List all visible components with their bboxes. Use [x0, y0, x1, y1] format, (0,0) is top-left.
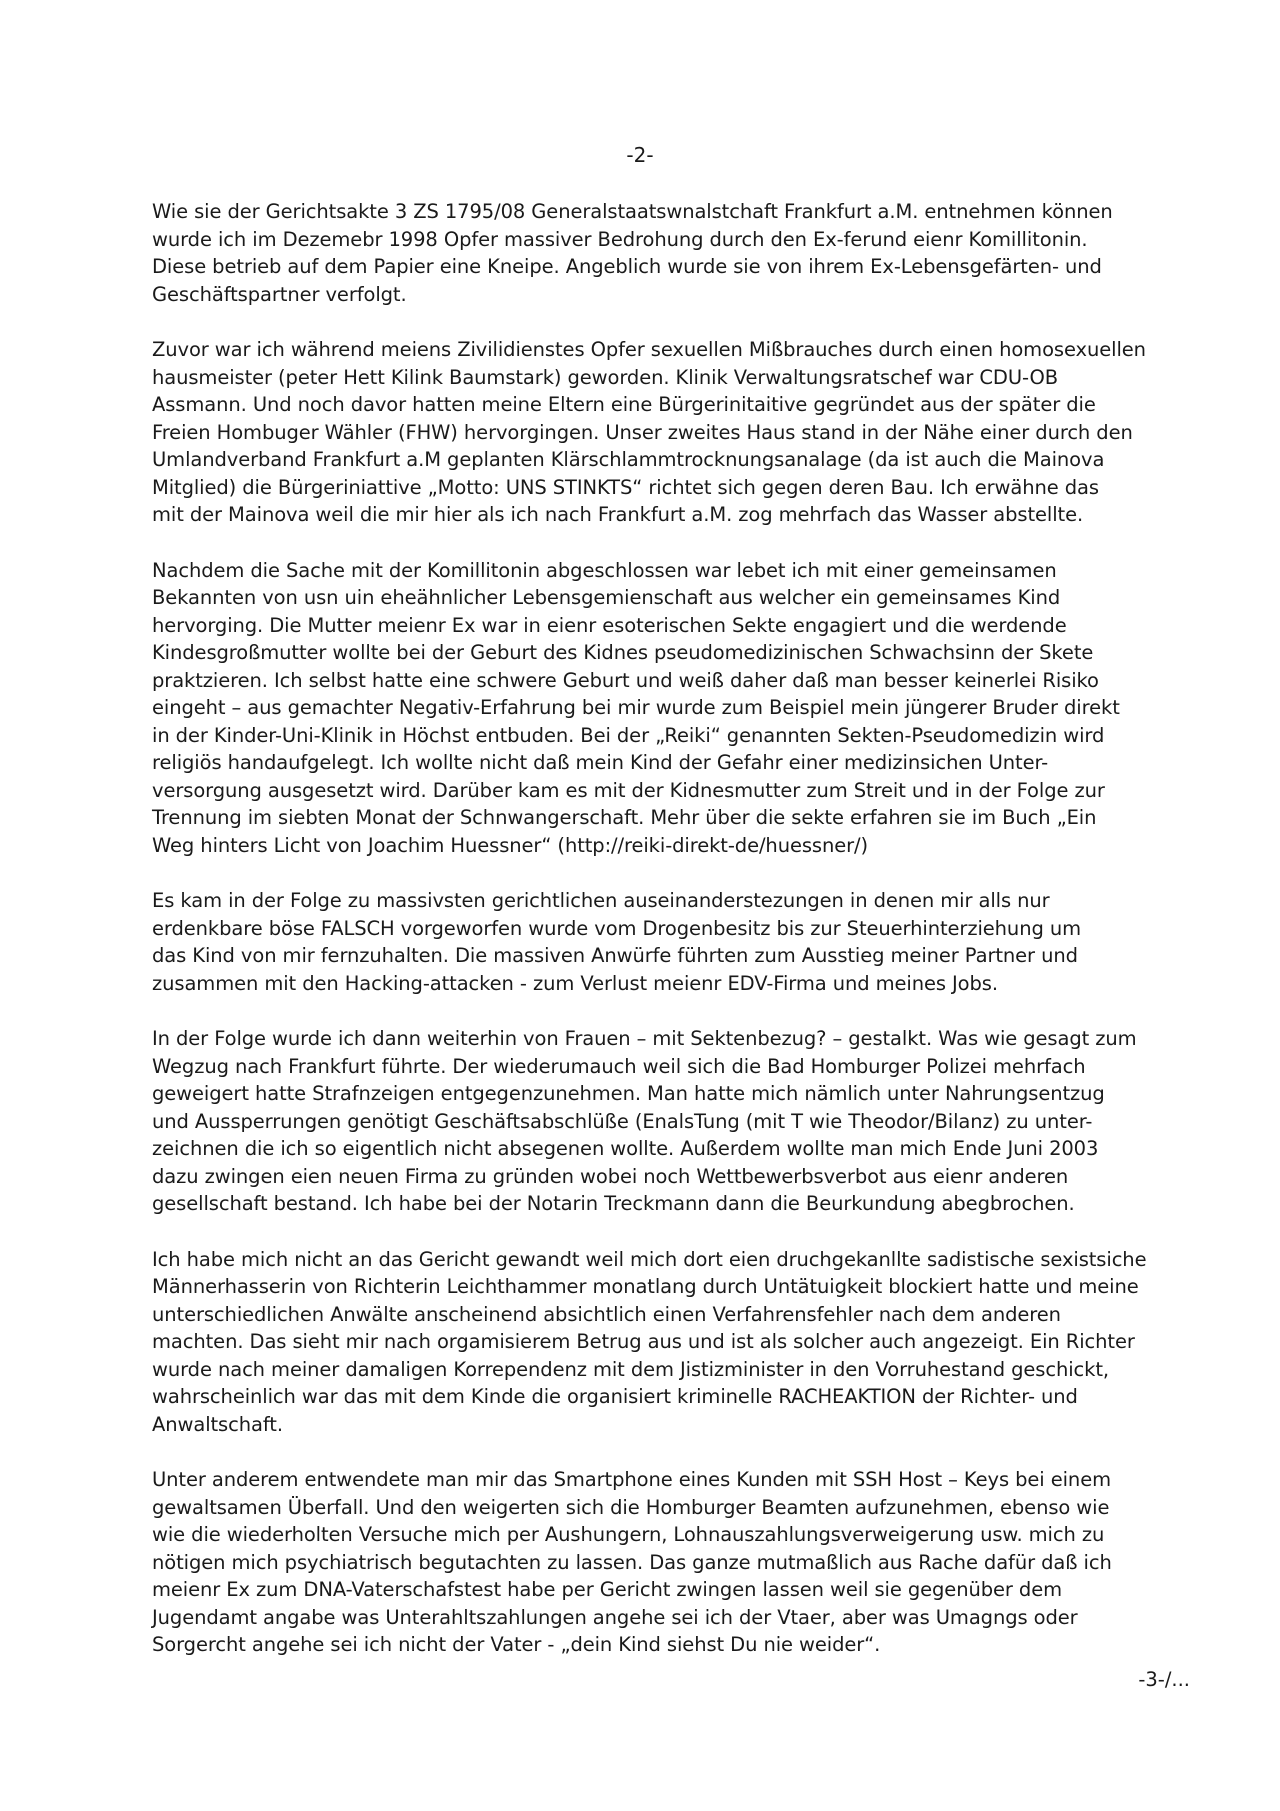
text-line: Geschäftspartner verfolgt.: [152, 282, 407, 306]
text-line: Nachdem die Sache mit der Komillitonin abgeschlossen war lebet ich mit einer gemeinsamen: [152, 558, 1057, 582]
text-line: das Kind von mir fernzuhalten. Die massiven Anwürfe führten zum Ausstieg meiner Partner und: [152, 944, 1078, 967]
paragraph: [152, 198, 1152, 308]
text-line: wurde ich im Dezemebr 1998 Opfer massiver Bedrohung durch den Ex-ferund eienr Komillitonin.: [152, 227, 1088, 251]
paragraph: [152, 1246, 1152, 1439]
text-line: meienr Ex zum DNA-Vaterschafstest habe per Gericht zwingen lassen weil sie gegenüber dem: [152, 1578, 1062, 1601]
text-line: Ich habe mich nicht an das Gericht gewandt weil mich dort eien druchgekanllte sadistische sexistsiche: [152, 1247, 1147, 1271]
text-line: Wegzug nach Frankfurt führte. Der wiederumauch weil sich die Bad Homburger Polizei mehrfach: [152, 1054, 1086, 1078]
text-line: Trennung im siebten Monat der Schnwangerschaft. Mehr über die sekte erfahren sie im Buch „Ein: [152, 806, 1097, 829]
text-line: wahrscheinlich war das mit dem Kinde die organisiert kriminelle RACHEAKTION der Richter- und: [152, 1385, 1078, 1408]
text-line: Diese betrieb auf dem Papier eine Kneipe. Angeblich wurde sie von ihrem Ex-Lebensgefärten- und: [152, 255, 1102, 278]
text-line: Anwaltschaft.: [152, 1412, 283, 1436]
text-line: hervorging. Die Mutter meienr Ex war in eienr esoterischen Sekte engagiert und die werdende: [152, 613, 1067, 637]
text-line: und Aussperrungen genötigt Geschäftsabschlüße (EnalsTung (mit T wie Theodor/Bilanz) zu unter-: [152, 1109, 1093, 1133]
text-line: zusammen mit den Hacking-attacken - zum Verlust meienr EDV-Firma und meines Jobs.: [152, 971, 998, 995]
text-line: Bekannten von usn uin eheähnlicher Lebensgemienschaft aus welcher ein gemeinsames Kind: [152, 586, 1061, 609]
text-line: wie die wiederholten Versuche mich per Aushungern, Lohnauszahlungsverweigerung usw. mich zu: [152, 1523, 1105, 1546]
text-line: wurde nach meiner damaligen Korrependenz mit dem Jistizminister in den Vorruhestand geschickt,: [152, 1357, 1109, 1381]
text-line: In der Folge wurde ich dann weiterhin von Frauen – mit Sektenbezug? – gestalkt. Was wie gesagt zum: [152, 1027, 1137, 1050]
text-line: dazu zwingen eien neuen Firma zu gründen wobei noch Wettbewerbsverbot aus eienr anderen: [152, 1164, 1069, 1188]
text-line: Freien Hombuger Wähler (FHW) hervorgingen. Unser zweites Haus stand in der Nähe einer durch den: [152, 420, 1133, 444]
text-line: unterschiedlichen Anwälte anscheinend absichtlich einen Verfahrensfehler nach dem anderen: [152, 1302, 1061, 1326]
paragraph: [152, 887, 1152, 997]
text-line: in der Kinder-Uni-Klinik in Höchst entbuden. Bei der „Reiki“ genannten Sekten-Pseudomedizin wird: [152, 723, 1105, 747]
text-line: Assmann. Und noch davor hatten meine Eltern eine Bürgerinitaitive gegründet aus der später die: [152, 393, 1096, 416]
text-line: nötigen mich psychiatrisch begutachten zu lassen. Das ganze mutmaßlich aus Rache dafür daß ich: [152, 1550, 1112, 1574]
text-line: Kindesgroßmutter wollte bei der Geburt des Kidnes pseudomedizinischen Schwachsinn der Skete: [152, 641, 1094, 664]
text-line: Weg hinters Licht von Joachim Huessner“ (http://reiki-direkt-de/huessner/): [152, 833, 869, 857]
paragraph: [152, 1025, 1152, 1218]
text-line: mit der Mainova weil die mir hier als ich nach Frankfurt a.M. zog mehrfach das Wasser abstellte.: [152, 503, 1084, 526]
text-line: Männerhasserin von Richterin Leichthammer monatlang durch Untätuigkeit blockiert hatte und meine: [152, 1275, 1139, 1298]
continuation-marker: -3-/...: [1138, 1668, 1190, 1691]
paragraph: [152, 336, 1152, 529]
text-line: praktzieren. Ich selbst hatte eine schwere Geburt und weiß daher daß man besser keinerlei Risiko: [152, 668, 1099, 692]
text-line: Mitglied) die Bürgeriniattive „Motto: UNS STINKTS“ richtet sich gegen deren Bau. Ich erwähne das: [152, 475, 1099, 499]
text-line: Umlandverband Frankfurt a.M geplanten Klärschlammtrocknungsanalage (da ist auch die Mainova: [152, 448, 1105, 471]
page-number: -2-: [626, 143, 654, 167]
text-line: machten. Das sieht mir nach orgamisierem Betrug aus und ist als solcher auch angezeigt. Ein Richter: [152, 1330, 1135, 1353]
text-line: versorgung ausgesetzt wird. Darüber kam es mit der Kidnesmutter zum Streit und in der Folge zur: [152, 778, 1105, 802]
text-line: Es kam in der Folge zu massivsten gerichtlichen auseinanderstezungen in denen mir alls nur: [152, 889, 1050, 912]
text-line: Jugendamt angabe was Unterahltszahlungen angehe sei ich der Vtaer, aber was Umagngs oder: [152, 1605, 1078, 1629]
paragraph: [152, 1466, 1152, 1659]
text-line: Wie sie der Gerichtsakte 3 ZS 1795/08 Generalstaatswnalstchaft Frankfurt a.M. entnehmen können: [152, 200, 1113, 223]
text-line: hausmeister (peter Hett Kilink Baumstark) geworden. Klinik Verwaltungsratschef war CDU-OB: [152, 365, 1059, 389]
text-line: Unter anderem entwendete man mir das Smartphone eines Kunden mit SSH Host – Keys bei einem: [152, 1468, 1111, 1491]
document-body: [152, 198, 1152, 1687]
text-line: Sorgercht angehe sei ich nicht der Vater - „dein Kind siehst Du nie weider“.: [152, 1633, 881, 1656]
text-line: gewaltsamen Überfall. Und den weigerten sich die Homburger Beamten aufzunehmen, ebenso wie: [152, 1495, 1110, 1519]
text-line: eingeht – aus gemachter Negativ-Erfahrung bei mir wurde zum Beispiel mein jüngerer Bruder direkt: [152, 696, 1120, 719]
text-line: geweigert hatte Strafnzeigen entgegenzunehmen. Man hatte mich nämlich unter Nahrungsentzug: [152, 1082, 1105, 1105]
text-line: Zuvor war ich während meiens Zivilidienstes Opfer sexuellen Mißbrauches durch einen homosexuellen: [152, 338, 1146, 361]
text-line: religiös handaufgelegt. Ich wollte nicht daß mein Kind der Gefahr einer medizinsichen Unter-: [152, 751, 1049, 774]
text-line: erdenkbare böse FALSCH vorgeworfen wurde vom Drogenbesitz bis zur Steuerhinterziehung um: [152, 916, 1081, 940]
text-line: zeichnen die ich so eigentlich nicht absegenen wollte. Außerdem wollte man mich Ende Juni 2003: [152, 1137, 1099, 1160]
text-line: gesellschaft bestand. Ich habe bei der Notarin Treckmann dann die Beurkundung abegbrochen.: [152, 1192, 1075, 1215]
paragraph: [152, 557, 1152, 860]
